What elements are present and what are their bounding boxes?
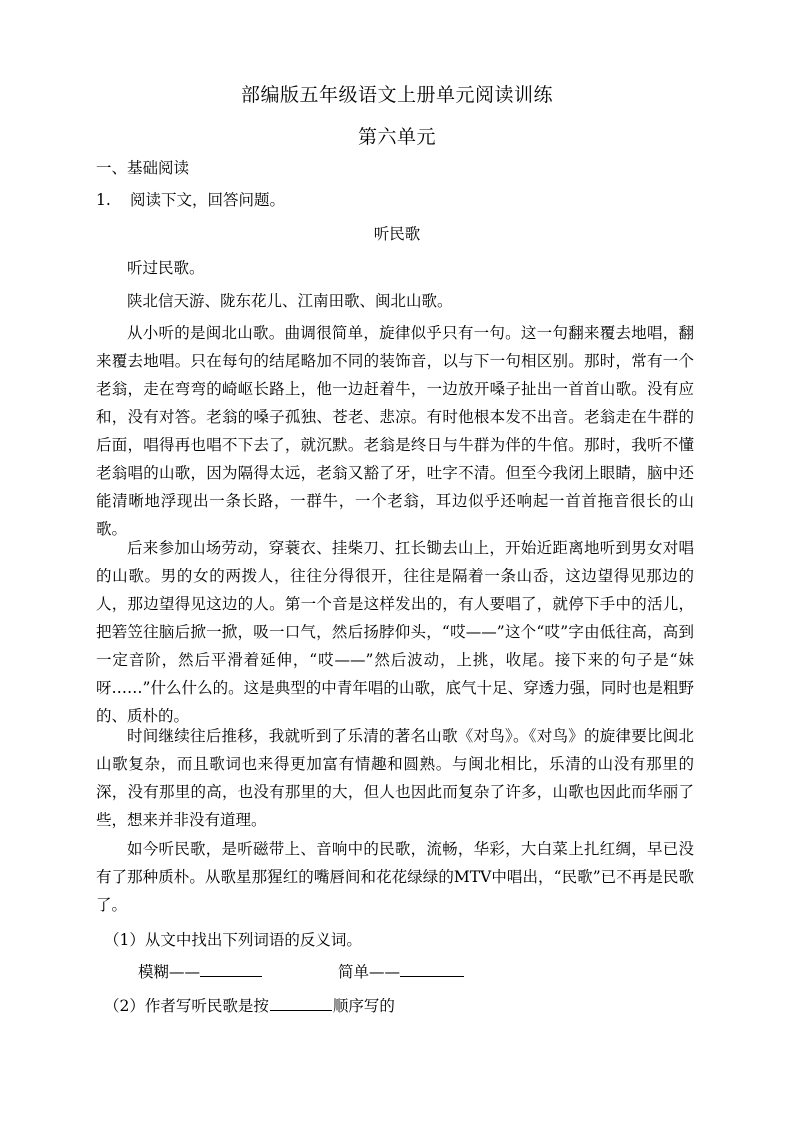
passage-paragraph: 从小听的是闽北山歌。曲调很简单，旋律似乎只有一句。这一句翻来覆去地唱，翻来覆去地唱。只在每句的结尾略加不同的装饰音，以与下一句相区别。那时，常有一个老翁，走在弯弯的崎岖长路上，他一边赶着牛，一边放开嗓子扯出一首首山歌。没有应和，没有对答。老翁的嗓子孤独、苍老、悲凉。有时他根本发不出音。老翁走在牛群的后面，唱得再也唱不下去了，就沉默。老翁是终日与牛群为伴的牛倌。那时，我听不懂老翁唱的山歌，因为隔得太远，老翁又豁了牙，吐字不清。但至今我闭上眼睛，脑中还能清晰地浮现出一条长路，一群牛，一个老翁，耳边似乎还响起一首首拖音很长的山歌。 xyxy=(96,324,694,538)
subquestion-2-suffix: 顺序写的 xyxy=(332,997,395,1015)
antonym-label: 简单—— xyxy=(338,963,401,981)
question-number: 1. xyxy=(96,191,111,209)
answer-blank[interactable] xyxy=(270,995,332,1012)
subquestion-1: （1）从文中找出下列词语的反义词。 xyxy=(104,931,362,949)
passage-title: 听民歌 xyxy=(373,225,421,243)
subquestion-2-prefix: （2）作者写听民歌是按 xyxy=(104,997,269,1015)
antonym-label: 模糊—— xyxy=(138,963,201,981)
answer-blank[interactable] xyxy=(200,961,262,978)
question-text: 阅读下文，回答问题。 xyxy=(130,191,286,209)
passage-paragraph: 后来参加山场劳动，穿蓑衣、挂柴刀、扛长锄去山上，开始近距离地听到男女对唱的山歌。男的女的两拨人，往往分得很开，往往是隔着一条山岙，这边望得见那边的人，那边望得见这边的人。第一个音是这样发出的，有人要唱了，就停下手中的活儿，把箬笠往脑后掀一掀，吸一口气，然后扬脖仰头，“哎——”这个“哎”字由低往高，高到一定音阶，然后平滑着延伸，“哎——”然后波动，上挑，收尾。接下来的句子是“妹呀……”什么什么的。这是典型的中青年唱的山歌，底气十足、穿透力强，同时也是粗野的、质朴的。 xyxy=(96,539,694,725)
passage-paragraph: 陕北信天游、陇东花儿、江南田歌、闽北山歌。 xyxy=(127,292,453,310)
passage-paragraph: 听过民歌。 xyxy=(127,259,205,277)
passage-paragraph: 如今听民歌，是听磁带上、音响中的民歌，流畅，华彩，大白菜上扎红绸，早已没有了那种质朴。从歌星那猩红的嘴唇间和花花绿绿的MTV中唱出，“民歌”已不再是民歌了。 xyxy=(96,840,694,914)
document-title: 部编版五年级语文上册单元阅读训练 xyxy=(240,84,553,106)
subquestion-2 xyxy=(104,994,395,1016)
unit-title: 第六单元 xyxy=(357,126,436,148)
antonym-item-2 xyxy=(338,960,464,982)
antonym-item-1 xyxy=(138,960,262,982)
answer-blank[interactable] xyxy=(400,961,464,978)
section-heading: 一、基础阅读 xyxy=(96,159,190,177)
question-1 xyxy=(96,188,285,210)
passage-paragraph: 时间继续往后推移，我就听到了乐清的著名山歌《对鸟》。《对鸟》的旋律要比闽北山歌复杂，而且歌词也来得更加富有情趣和圆熟。与闽北相比，乐清的山没有那里的深，没有那里的高，也没有那里的大，但人也因此而复杂了许多，山歌也因此而华丽了些，想来并非没有道理。 xyxy=(96,727,694,829)
